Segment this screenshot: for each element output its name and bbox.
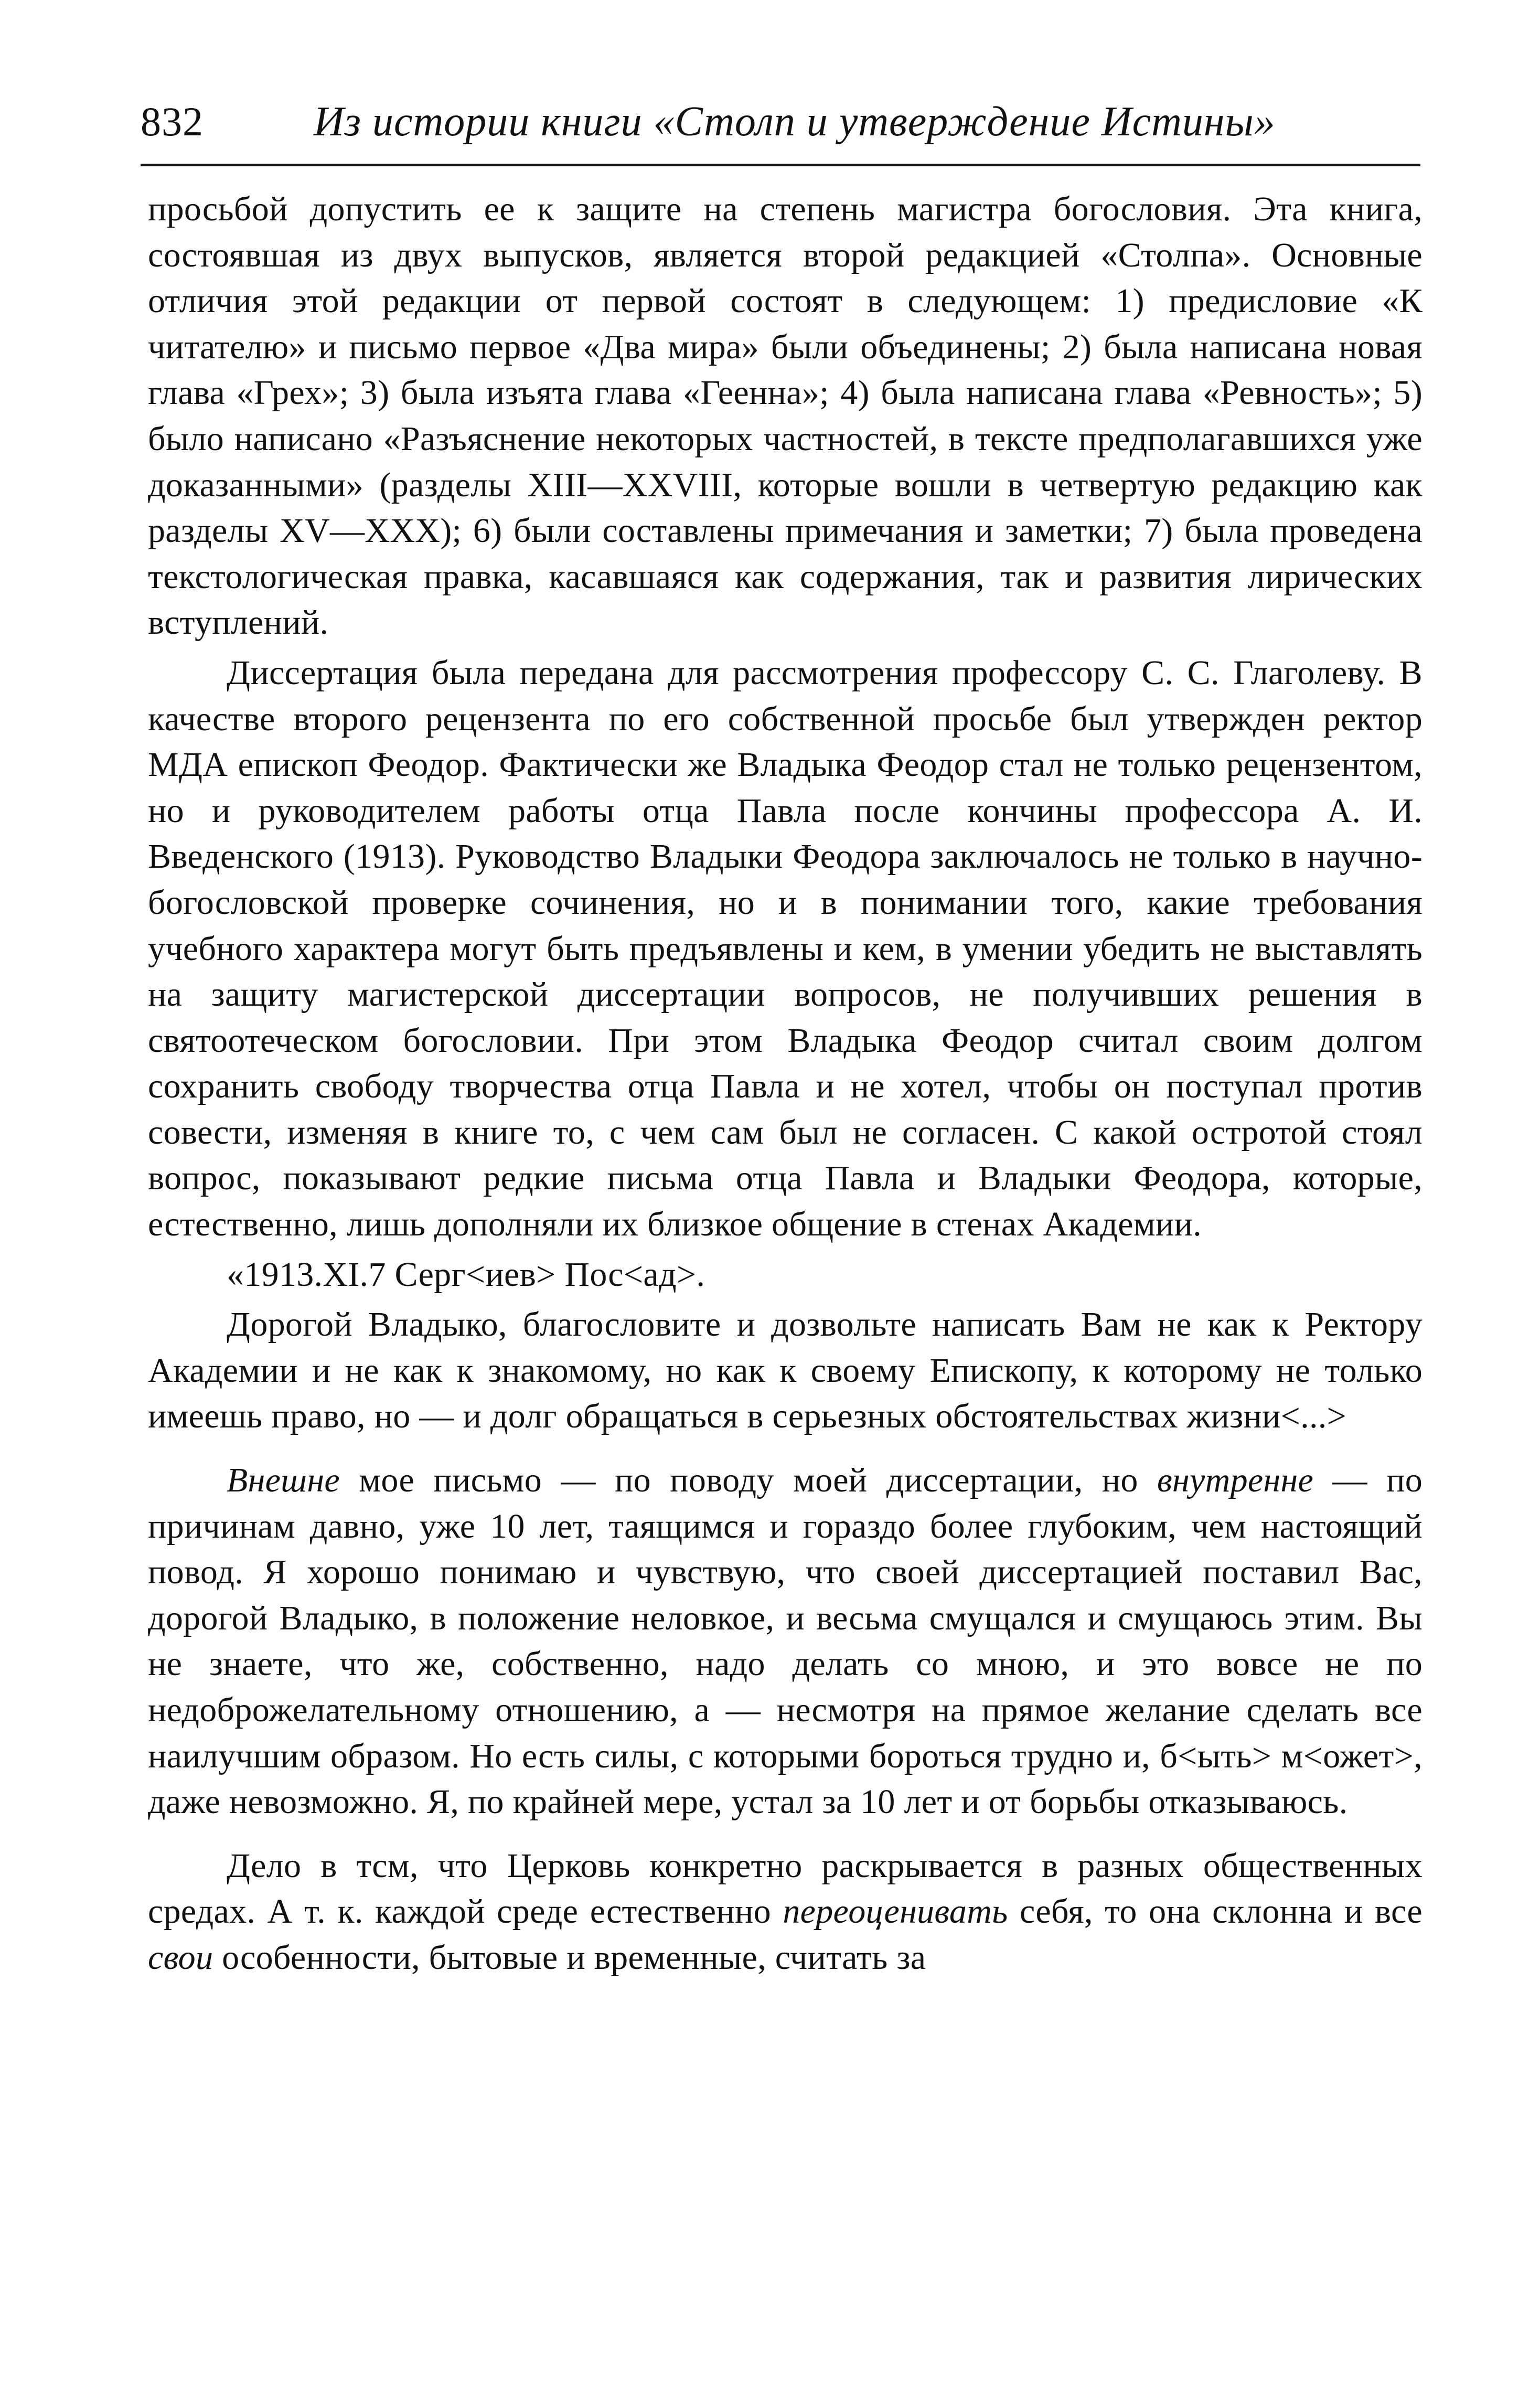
paragraph-segment: Дело в тсм, что Церковь конкретно раскрывается в разных общественных средах. А т. к. каждой среде естественно — [148, 1846, 1423, 1931]
paragraph-segment: мое письмо — по поводу моей диссертации, но — [340, 1461, 1158, 1500]
italic-word: переоценивать — [783, 1892, 1008, 1931]
paragraph-segment: — по причинам давно, уже 10 лет, таящимся и гораздо более глубоким, чем настоящий повод. Я хорошо понимаю и чувствую, что своей диссертацией поставил Вас, дорогой Владыко, в положение неловкое, и весьма смущался и смущаюсь этим. Вы не знаете, что же, собственно, надо делать со мною, и это вовсе не по недоброжелательному отношению, а — несмотря на прямое желание сделать все наилучшим образом. Но есть силы, с которыми бороться трудно и, б<ыть> м<ожет>, даже невозможно. Я, по крайней мере, устал за 10 лет и от борьбы отказываюсь. — [148, 1461, 1423, 1821]
paragraph-dissertation: Диссертация была передана для рассмотрения профессору С. С. Глаголеву. В качестве второго рецензента по его собственной просьбе был утвержден ректор МДА епископ Феодор. Фактически же Владыка Феодор стал не только рецензентом, но и руководителем работы отца Павла после кончины профессора А. И. Введенского (1913). Руководство Владыки Феодора заключалось не только в научно-богословской проверке сочинения, но и в понимании того, какие требования учебного характера могут быть предъявлены и кем, в умении убедить не выставлять на защиту магистерской диссертации вопросов, не получивших решения в святоотеческом богословии. При этом Владыка Феодор считал своим долгом сохранить свободу творчества отца Павла и не хотел, чтобы он поступал против совести, изменяя в книге то, с чем сам был не согласен. С какой остротой стоял вопрос, показывают редкие письма отца Павла и Владыки Феодора, которые, естественно, лишь дополняли их близкое общение в стенах Академии. — [148, 653, 1423, 1244]
page-number: 832 — [141, 99, 204, 144]
paragraph-continuation: просьбой допустить ее к защите на степень магистра богословия. Эта книга, состоявшая из двух выпусков, является второй редакцией «Столпа». Основные отличия этой редакции от первой состоят в следующем: 1) предисловие «К читателю» и письмо первое «Два мира» были объединены; 2) была написана новая глава «Грех»; 3) была изъята глава «Геенна»; 4) была написана глава «Ревность»; 5) было написано «Разъяснение некоторых частностей, в тексте предполагавшихся уже доказанными» (разделы XIII—XXVIII, которые вошли в четвертую редакцию как разделы XV—XXX); 6) были составлены примечания и заметки; 7) была проведена текстологическая правка, касавшаяся как содержания, так и развития лирических вступлений. — [148, 190, 1423, 642]
letter-paragraph-church — [148, 1843, 1423, 1981]
letter-paragraph-reasons — [148, 1457, 1423, 1825]
header-rule — [141, 164, 1420, 166]
page-header — [141, 95, 1420, 158]
letter-dateline: «1913.XI.7 Серг<иев> Пос<ад>. — [227, 1255, 705, 1294]
main-text — [148, 186, 1423, 1981]
running-title: Из истории книги «Столп и утверждение Истины» — [314, 99, 1276, 145]
letter-paragraph-greeting: Дорогой Владыко, благословите и дозвольте написать Вам не как к Ректору Академии и не как к знакомому, но как к своему Епископу, к которому не только имеешь право, но — и долг обращаться в серьезных обстоятельствах жизни<...> — [148, 1305, 1423, 1436]
italic-word: свои — [148, 1938, 213, 1977]
italic-word: внутренне — [1157, 1461, 1314, 1500]
paragraph-segment: особенности, бытовые и временные, считать за — [213, 1938, 926, 1977]
paragraph-segment: себя, то она склонна и все — [1008, 1892, 1423, 1931]
italic-word: Внешне — [227, 1461, 340, 1500]
